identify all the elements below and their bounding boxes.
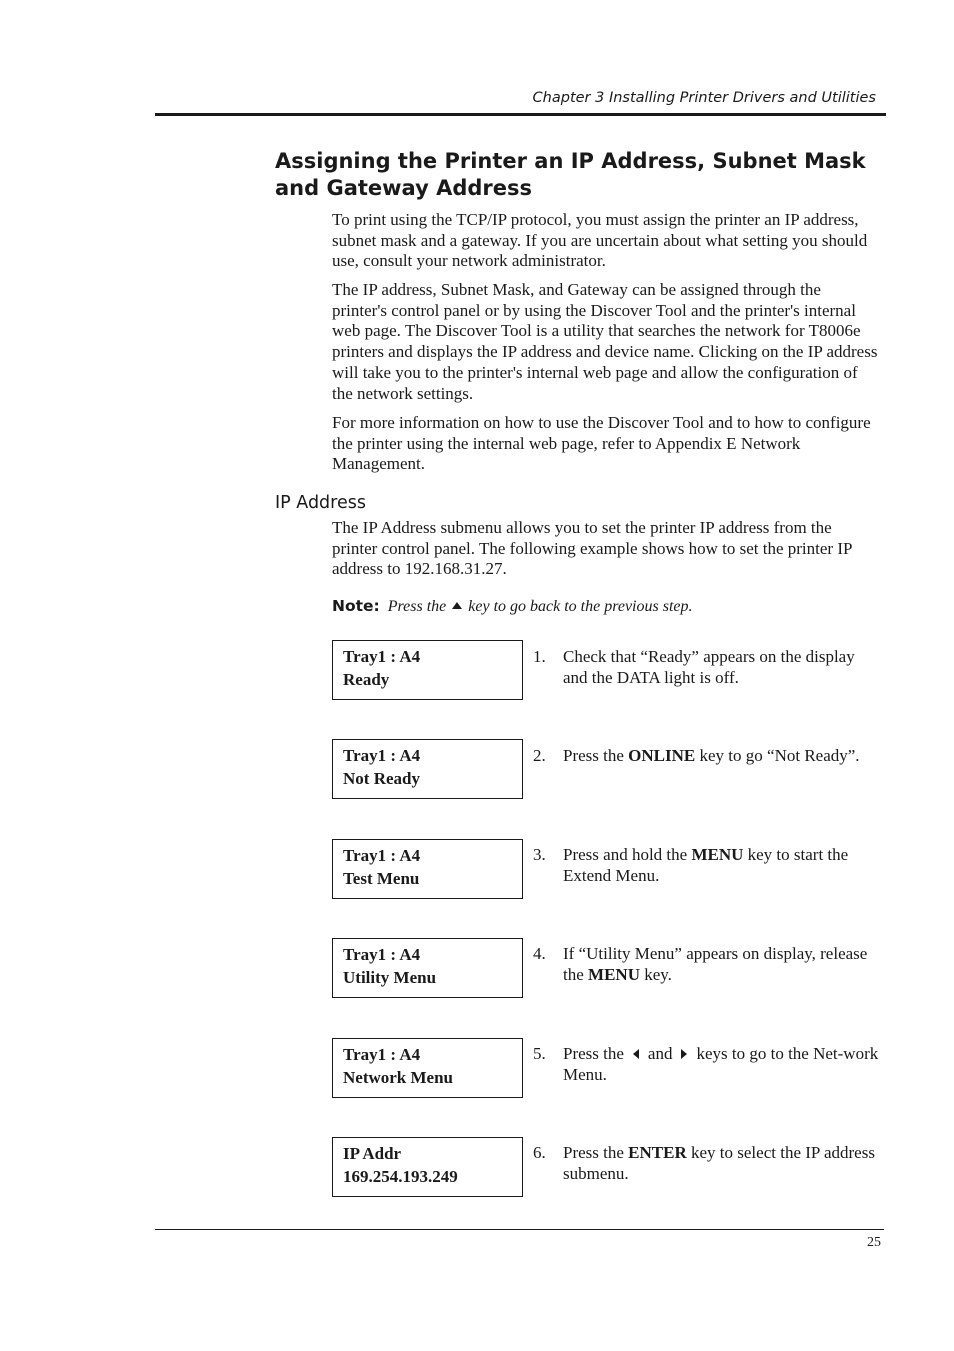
lcd-line-2: Utility Menu	[343, 967, 437, 987]
lcd-display-5	[332, 1038, 523, 1098]
step-number: 6.	[533, 1143, 546, 1162]
lcd-line-1: IP Addr	[343, 1144, 402, 1163]
left-arrow-key-icon	[633, 1049, 639, 1059]
lcd-display-1	[332, 640, 523, 700]
lcd-line-2: Test Menu	[343, 868, 420, 888]
lcd-display-6	[332, 1137, 523, 1197]
note-label: Note:	[332, 597, 380, 615]
lcd-line-2: Ready	[343, 669, 390, 689]
lcd-display-2	[332, 739, 523, 799]
key-name: MENU	[588, 964, 640, 984]
step-number: 1.	[533, 647, 546, 666]
key-name: ENTER	[628, 1143, 687, 1162]
step-number: 2.	[533, 746, 546, 765]
intro-paragraph-2: The IP address, Subnet Mask, and Gateway can be assigned through the printer's control panel or by using the Discover Tool and the printer's internal web page. The Discover Tool is a utility that searches the network for T8006e printers and displays the IP address and device name. Clicking on the IP address will take you to the printer's internal web page and allow the configuration of the network settings.	[332, 280, 878, 403]
step-number: 3.	[533, 845, 546, 864]
intro-paragraph-3: For more information on how to use the Discover Tool and to how to configure the printer using the internal web page, refer to Appendix E Network Management.	[332, 413, 871, 474]
lcd-line-2: Not Ready	[343, 768, 420, 788]
lcd-line-1: Tray1 : A4	[343, 1045, 421, 1064]
lcd-display-3	[332, 839, 523, 899]
step-text: Press the ENTER key to select the IP address submenu.	[563, 1143, 875, 1183]
lcd-line-2: 169.254.193.249	[343, 1166, 458, 1186]
key-name: ONLINE	[628, 746, 696, 765]
step-number: 4.	[533, 944, 546, 963]
header-rule	[155, 113, 886, 116]
lcd-line-1: Tray1 : A4	[343, 846, 421, 865]
footer-rule	[155, 1229, 884, 1230]
note	[332, 597, 693, 616]
page-title: Assigning the Printer an IP Address, Subnet Mask and Gateway Address	[275, 149, 866, 200]
step-number: 5.	[533, 1044, 546, 1063]
section-heading: IP Address	[275, 493, 366, 513]
note-text-after: key to go back to the previous step.	[468, 598, 693, 615]
page-number: 25	[867, 1235, 881, 1250]
chapter-header: Chapter 3 Installing Printer Drivers and Utilities	[532, 90, 876, 106]
step-text: Press and hold the MENU key to start the Extend Menu.	[563, 845, 849, 885]
lcd-line-1: Tray1 : A4	[343, 647, 421, 666]
lcd-display-4	[332, 938, 523, 998]
up-arrow-key-icon	[452, 602, 462, 609]
section-paragraph: The IP Address submenu allows you to set the printer IP address from the printer control panel. The following example shows how to set the printer IP address to 192.168.31.27.	[332, 518, 852, 579]
key-name: MENU	[691, 845, 744, 864]
right-arrow-key-icon	[681, 1049, 687, 1059]
lcd-line-1: Tray1 : A4	[343, 746, 421, 765]
step-text: Check that “Ready” appears on the display and the DATA light is off.	[563, 647, 855, 687]
step-text: Press the and keys to go to the Net-work Menu.	[563, 1044, 879, 1084]
note-text-before: Press the	[387, 598, 447, 615]
lcd-line-2: Network Menu	[343, 1067, 454, 1087]
lcd-line-1: Tray1 : A4	[343, 945, 421, 964]
step-text: If “Utility Menu” appears on display, release the MENU key.	[563, 944, 868, 984]
intro-paragraph-1: To print using the TCP/IP protocol, you must assign the printer an IP address, subnet mask and a gateway. If you are uncertain about what setting you should use, consult your network administrator.	[332, 210, 868, 271]
step-text: Press the ONLINE key to go “Not Ready”.	[563, 746, 860, 765]
